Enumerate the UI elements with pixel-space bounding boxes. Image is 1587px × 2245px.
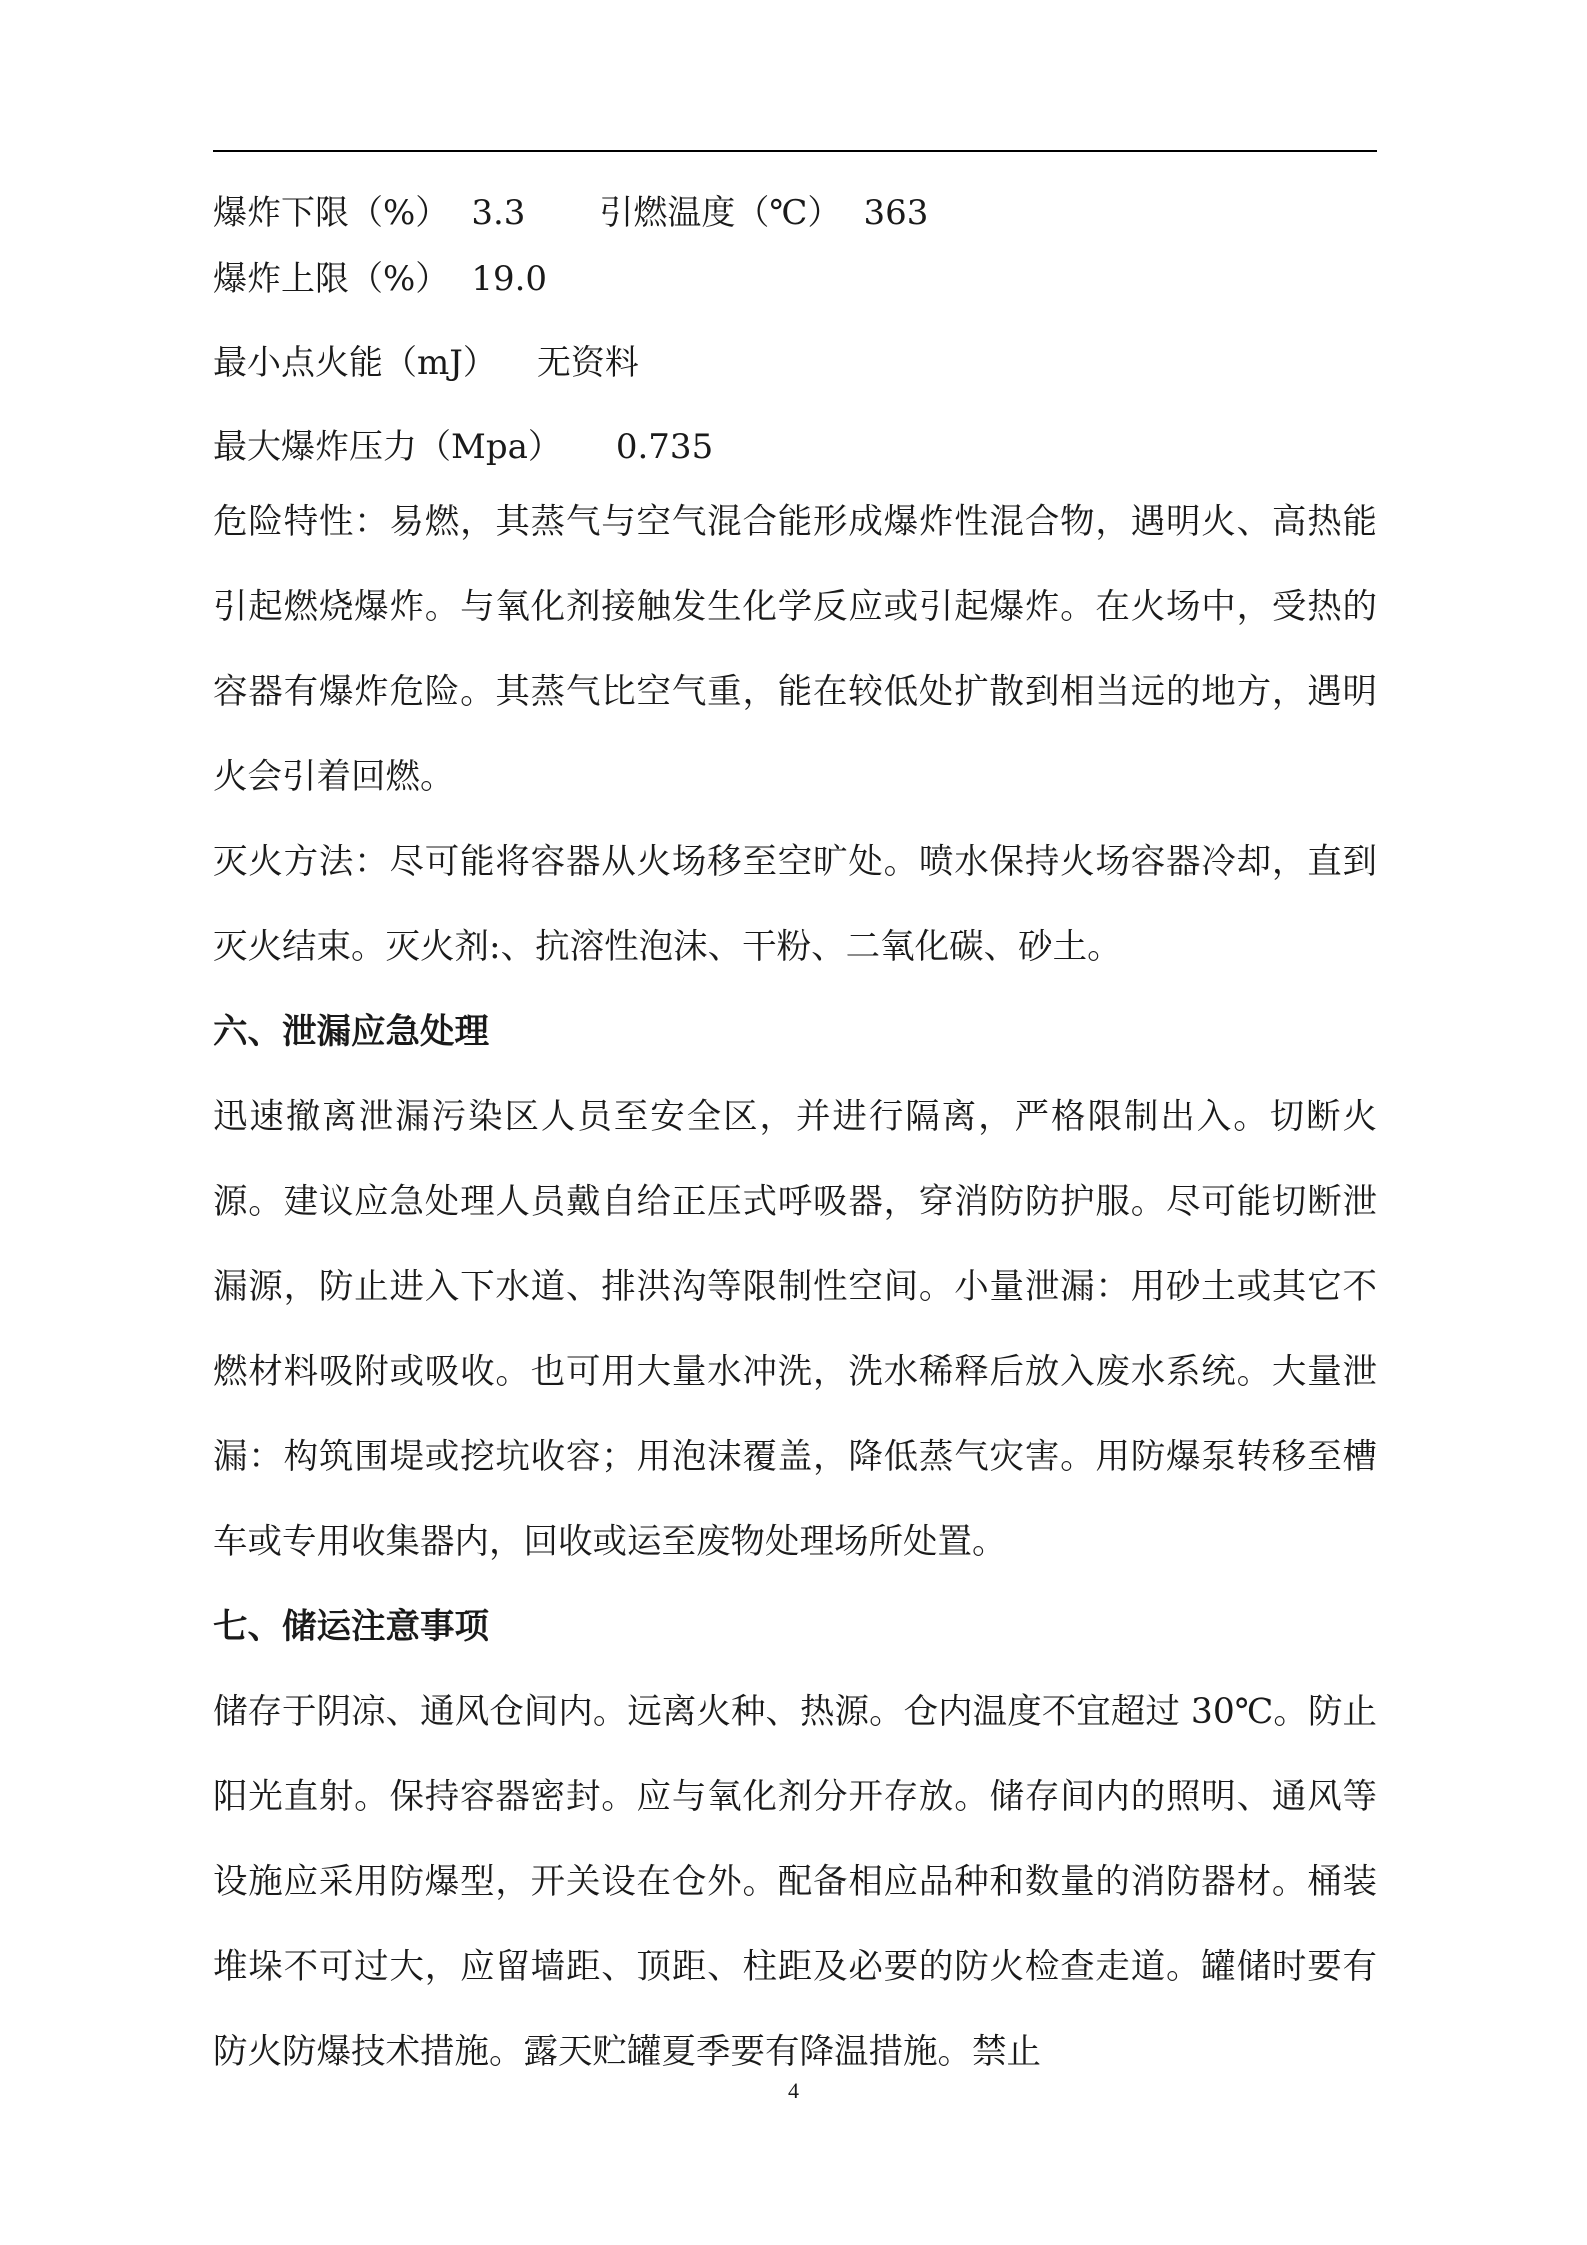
max-explosion-pressure-line (213, 414, 1377, 480)
header-rule (213, 150, 1377, 152)
section-7-heading: 七、储运注意事项 (213, 1607, 489, 1647)
page-number: 4 (788, 2078, 799, 2103)
ignition-temp-value: 363 (863, 193, 929, 233)
max-explosion-pressure-value: 0.735 (615, 427, 714, 467)
explosion-lower-value: 3.3 (471, 193, 526, 233)
ignition-temp-label: 引燃温度（℃） (599, 193, 842, 233)
firefighting-method: 灭火方法：尽可能将容器从火场移至空旷处。喷水保持火场容器冷却，直到灭火结束。灭火剂:、抗溶性泡沫、干粉、二氧化碳、砂土。 (213, 842, 1377, 967)
explosion-upper-value: 19.0 (471, 259, 548, 299)
section-6-heading: 六、泄漏应急处理 (213, 1012, 489, 1052)
explosion-upper-line (213, 246, 1377, 312)
max-explosion-pressure-label: 最大爆炸压力（Mpa） (213, 427, 562, 467)
section-6-body: 迅速撤离泄漏污染区人员至安全区，并进行隔离，严格限制出入。切断火源。建议应急处理人员戴自给正压式呼吸器，穿消防防护服。尽可能切断泄漏源，防止进入下水道、排洪沟等限制性空间。小量泄漏：用砂土或其它不燃材料吸附或吸收。也可用大量水冲洗，洗水稀释后放入废水系统。大量泄漏：构筑围堤或挖坑收容；用泡沫覆盖，降低蒸气灾害。用防爆泵转移至槽车或专用收集器内，回收或运至废物处理场所处置。 (213, 1097, 1377, 1562)
section-7-body: 储存于阴凉、通风仓间内。远离火种、热源。仓内温度不宜超过 30℃。防止阳光直射。保持容器密封。应与氧化剂分开存放。储存间内的照明、通风等设施应采用防爆型，开关设在仓外。配备相应品种和数量的消防器材。桶装堆垛不可过大，应留墙距、顶距、柱距及必要的防火检查走道。罐储时要有防火防爆技术措施。露天贮罐夏季要有降温措施。禁止 (213, 1692, 1377, 2072)
hazard-characteristics: 危险特性：易燃，其蒸气与空气混合能形成爆炸性混合物，遇明火、高热能引起燃烧爆炸。与氧化剂接触发生化学反应或引起爆炸。在火场中，受热的容器有爆炸危险。其蒸气比空气重，能在较低处扩散到相当远的地方，遇明火会引着回燃。 (213, 502, 1377, 797)
min-ignition-energy-line (213, 330, 1377, 396)
document-body (213, 180, 1377, 2095)
explosion-upper-label: 爆炸上限（%） (213, 259, 450, 299)
explosion-lower-label: 爆炸下限（%） (213, 193, 450, 233)
min-ignition-energy-value: 无资料 (536, 343, 639, 383)
explosion-limits-line (213, 180, 1377, 246)
min-ignition-energy-label: 最小点火能（mJ） (213, 343, 497, 383)
